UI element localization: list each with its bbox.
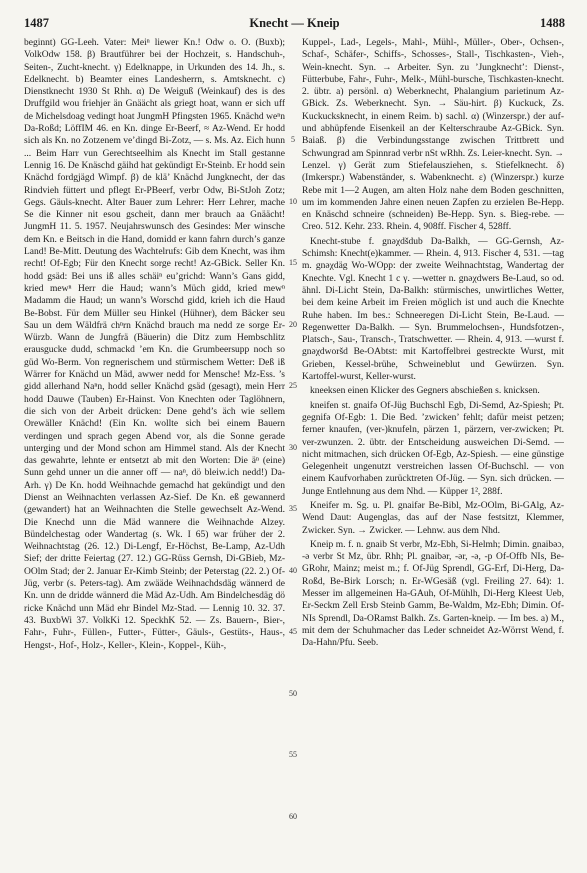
line-number: 5: [291, 135, 295, 144]
headword-range: Knecht — Kneip: [249, 16, 340, 30]
line-number: 40: [289, 566, 297, 575]
entry-knecht-stube: Knecht-stube f. gnəχdšdub Da-Balkh, — GG-Gernsh, Az-Schimsh: Knecht(e)kammer. — Rhein. 4, 913. Fischer 4, 531. —tag m. gnəχdäg Wo-WOpp: der zweite Weihnachtstag, Wandertag der Knechte. Vgl. Knecht 1 c γ. —wetter n. gnəχdwers Be-Laud, so od. ähnl. Di-Licht Stein, Da-Balkh: stürmisches, unwirtliches Wetter, bei dem keine Arbeit im Freien möglich ist und auch die Knechte Ruhe haben. Im bes.: Schneeregen Di-Licht Stein, Be-Laud. — Regenwetter Da-Balkh. — Syn. Brummelochsen-, Hundsfotzen-, Platsch-, Sau-, Transch-, Tratschwetter. — Rhein. 4, 913. —wurst f. gnəχdworšd Be-OAbtst: mit Kartoffelbrei gestreckte Wurst, mit Grieben, Kessel-brühe, Schweineblut und Gewürzen. Syn. Kartoffel-wurst, Keller-wurst.: [302, 236, 564, 383]
line-number: 50: [289, 689, 297, 698]
entry-knecht-end: Kuppel-, Lad-, Legels-, Mahl-, Mühl-, Müller-, Ober-, Ochsen-, Schaf-, Schäfer-, Schiffs-, Schosses-, Stall-, Tischkasten-, Vieh-, Wein-knecht. Syn. → Arbeiter. Syn. zu ’Jungknecht’: Dienst-, Fütterbube, Fahr-, Fuhr-, Melk-, Mühl-bursche, Tischkasten-knecht. 2. übtr. a) persönl. α) Weberknecht, Phalangium parietinum Az-GBick. Zs. Weberknecht. Syn. → Säu-hirt. β) Kuckuck, Zs. Kuckucksknecht, in einem Reim. b) sachl. α) (Winzerspr.) der auf- und abhüpfende Eisenkeil an der Kelterschraube Az-GBick. Syn. Baiaß. β) die Verbindungsstange zwischen Trittbrett und Schwungrad am Spinnrad verbr nSt wRhh. Zs. Leier-knecht. Syn. → Lenzel. γ) Gerät zum Stiefelausziehen, s. Stiefelknecht. δ) (Imkerspr.) Wabenständer, s. Wabenknecht. ε) (Winzerspr.) kurze Rebe mit 1—2 Augen, am alten Holz nahe dem Boden geschnitten, um im kommenden Jahre einen neuen Zapfen zu erzielen Be-Hepp. en Knäschd schneire (schneiden) Be-Hepp. Syn. s. Bieg-rebe. — Creo. 512. Kehr. 233. Rhein. 4, 908ff. Fischer 4, 528ff.: [302, 38, 564, 233]
line-number: 15: [289, 258, 297, 267]
left-column: [24, 37, 285, 863]
right-column: [302, 37, 564, 863]
line-number: 20: [289, 320, 297, 329]
line-number-gutter: [286, 37, 300, 863]
line-number: 55: [289, 750, 297, 759]
line-number: 60: [289, 812, 297, 821]
running-header: [24, 16, 565, 34]
line-number: 35: [289, 504, 297, 513]
page-number-right: 1488: [540, 16, 565, 30]
entry-kneeksen: kneeksen einen Klicker des Gegners abschießen s. knicksen.: [310, 386, 540, 397]
entry-knecht-continued: beginnt) GG-Leeh. Vater: Meiⁿ liewer Kn.! Odw o. O. (Buxb); VolkOdw 158. β) Brautführer bei der Hochzeit, s. Handschuh-, Seiten-, Zucht-knecht. γ) Edelknappe, in Urkunden des 14. Jh., s. Edelknecht. b) Beamter eines Landesherrn, s. Amtsknecht. c) Dienstknecht 1930 St Rhh. α) De Weiguß (Weinkauf) des is des Druffgild wou friehjer än Gnäächt als griegt hoat, wann er sich uff de Michelsdoag vedingt hoat JungmH Pfingsten 1965. Knächd weⁿn Da-Roßd; LöffIM 46. en Kn. dinge Er-Beerf, ≈ Az-Wend. Er hodd sich als Kn. no Zotzenem ve’dingd Bi-Zotz, — s. Ms. Az. Eich hunn ... Beim Harr vun Gerechtseelhim als Knecht im Stall gestanne Lennig 16. De Knäschd gäihd hat gekündigt Er-Steinb. Er hodd sein Knächd fordgjägd Wimpf. β) de klä’ Knächd Jungknecht, der das Rindvieh füttert und pflegt Er-PBeerf, verbr Odw, Bi-StJoh Zotz; Gegs. Gäuls-knecht. Alter Bauer zum Lehrer: Herr Lehrer, mache Se die Kinner nit esou gscheit, dann mer brauch aa Gnäächt! JungmH 11. 5. 1957. Neujahrswunsch des Gesindes: Mer winsche dem Kn. e Beitsch in die Hand, domidd er kann fahrn durch’s ganze Land! Be-Mitt. Deutung des Wachtelrufs: Gib dem Knecht, was ihm recht! Of-Egb; Für den Knecht sorge recht! Az-GBick. Seller Kn. hodd gsäd: Bei uns iß alles schäiⁿ eu’grichd: Wann’s Gans gidd, kried mewⁿ Herr die Haud; wann’s Müch gidd, kried mewⁿ Madamm die Haud; un wann’s Worschd gidd, krieh ich die Haud Be-Bobst. Für dem Müller seu Hinkel (Hühner), dem Bäcker seu Sau un dem Wäldfrä chⁿrn Knächd brauch ma nedd ze sorge Er-Würzb. Wann de Jungfrä (Bäuerin) die Ditz zum Hembschlitz erausgucke dudd, schmackd ’em Kn. die Grumbeersupp noch so güd Wo-Berm. Von regnerischem und stürmischem Wetter: Deß iß Wärrer for Knächd un Mäd, awwer nedd for Mensche! Mz-Ess. ’s gidd allerhand Naⁿn, hodd seller Knächd gsäd (gesagt), mein Herr hodd Dauwe (Tauben) Er-Hainst. Von Knechten oder Taglöhnern, die sich von der Arbeit drücken: Dene gehd’s äch wie sellem Orewäller Knächd! (Ein Kn. wollte sich bei einem Bauern verdingen und sprach gegen Abend vor, als die Sonne gerade unterging und der Mond schon am Himmel stand. Als der Knecht das gewahrte, lehnte er entsetzt ab mit den Worten: Die äⁿ (eine) Sunn gehd unner un die anner off — naⁿ, dö bleiw.ich nedd!) Da-Arh. γ) De Kn. hodd Weihnachde gemachd hat gekündigt und den Dienst an Weihnachten verlassen Az-Sief. De Kn. eß gewannerd (gewandert) hat an Weihnachten die Stelle gewechselt Az-Wend. Die Knechd unn die Mäd wannere die Weihnachde Alzey. Bündelchestag oder Wandertag (s. Wk. I 65) war früher der 2. Weihnachtstag (26. 12.) Di-Lengf, Er-Höchst, Be-Lamp, Az-Udh Sief; der dritte Feiertag (27. 12.) GG-Rüss Gernsh, Di-GBieb, Mz-OOlm Stad; der 2. Januar Er-Kimb Steinb; der Peterstag (22. 2.) Of-Jüg, verbr (s. Peters-tag). Am zwääde Weihnachdsdäg wännerd de Kn. unn de dridde wännerd die Mäd Az-Udh. Am Bindelchesdäg dö ricke Knächd unn Mäd ehr Bindel Mz-Stad. — Lennig 10. 32. 37. 43. BuxbWi 37. VolkKi 12. SpeckhK 52. — Zs. Bauern-, Bier-, Fahr-, Fuhr-, Füllen-, Futter-, Fütter-, Gäuls-, Gestüts-, Haus-, Hengst-, Hof-, Holz-, Keller-, Klein-, Koppel-, Küh-,: [24, 38, 285, 651]
entry-kneifer: Kneifer m. Sg. u. Pl. gnaifər Be-Bibl, Mz-OOlm, Bi-GAlg, Az-Wend Daut: Augenglas, das auf der Nase festsitzt, Klemmer, Zwicker. Syn. → Zwicker. — Lehnw. aus dem Nhd.: [302, 500, 564, 536]
line-number: 30: [289, 443, 297, 452]
entry-kneip: Kneip m. f. n. gnaib St verbr, Mz-Ebh, Si-Helmh; Dimin. gnaibəɔ, -ə verbr St Mz, übr. Rhh; Pl. gnaibər, -ər, -ə, -p Of-Offb NIs, Be-GRohr, Mainz; meist m.; f. Of-Jüg Sprendl, GG-Erf, Di-Herg, Da-Roßd, Be-Birk Lorsch; n. Er-WGesäß (vgl. Freiling 27. 64): 1. Messer im allgemeinen Ha-GAuh, Of-Mühlh, Di-Herg Kleest Ueb, Er-Seckm Zell Ersb Steinb Gamm, Be-Waldm, Mz-Ebh; Dimin. Of-NIs Sprendl, Da-ORamst Balkh. Zs. Garten-kneip. — Im bes. a) M., mit dem der Schuhmacher das Leder schneidet Az-Wörrst Wend, f. Da-Hahn/Pfu. Seeb.: [302, 539, 564, 649]
entry-kneifen: kneifen st. gnaifə Of-Jüg Buchschl Egb, Di-Semd, Az-Spiesh; Pt. gegnifə Of-Egb: 1. Die Bed. ’zwicken’ fehlt; dafür meist petzen; ferner knaufen, (ver-)knufeln, pärzen 1, pärzern, ver-zwicken; Pt. ver-zwunzen. 2. übtr. der Entscheidung ausweichen Di-Semd. — nicht mitmachen, sich drücken Of-Egb, Az-Spiesh. — eine günstige Gelegenheit ungenutzt verstreichen lassen Of-Buchschl. — von einem Kaufvorhaben zurücktreten Of-Jüg. — Syn. sich drücken. — Junge Entlehnung aus dem Nhd. — Küpper 1², 288f.: [302, 400, 564, 497]
line-number: 45: [289, 627, 297, 636]
line-number: 25: [289, 381, 297, 390]
page-number-left: 1487: [24, 16, 49, 30]
line-number: 10: [289, 197, 297, 206]
